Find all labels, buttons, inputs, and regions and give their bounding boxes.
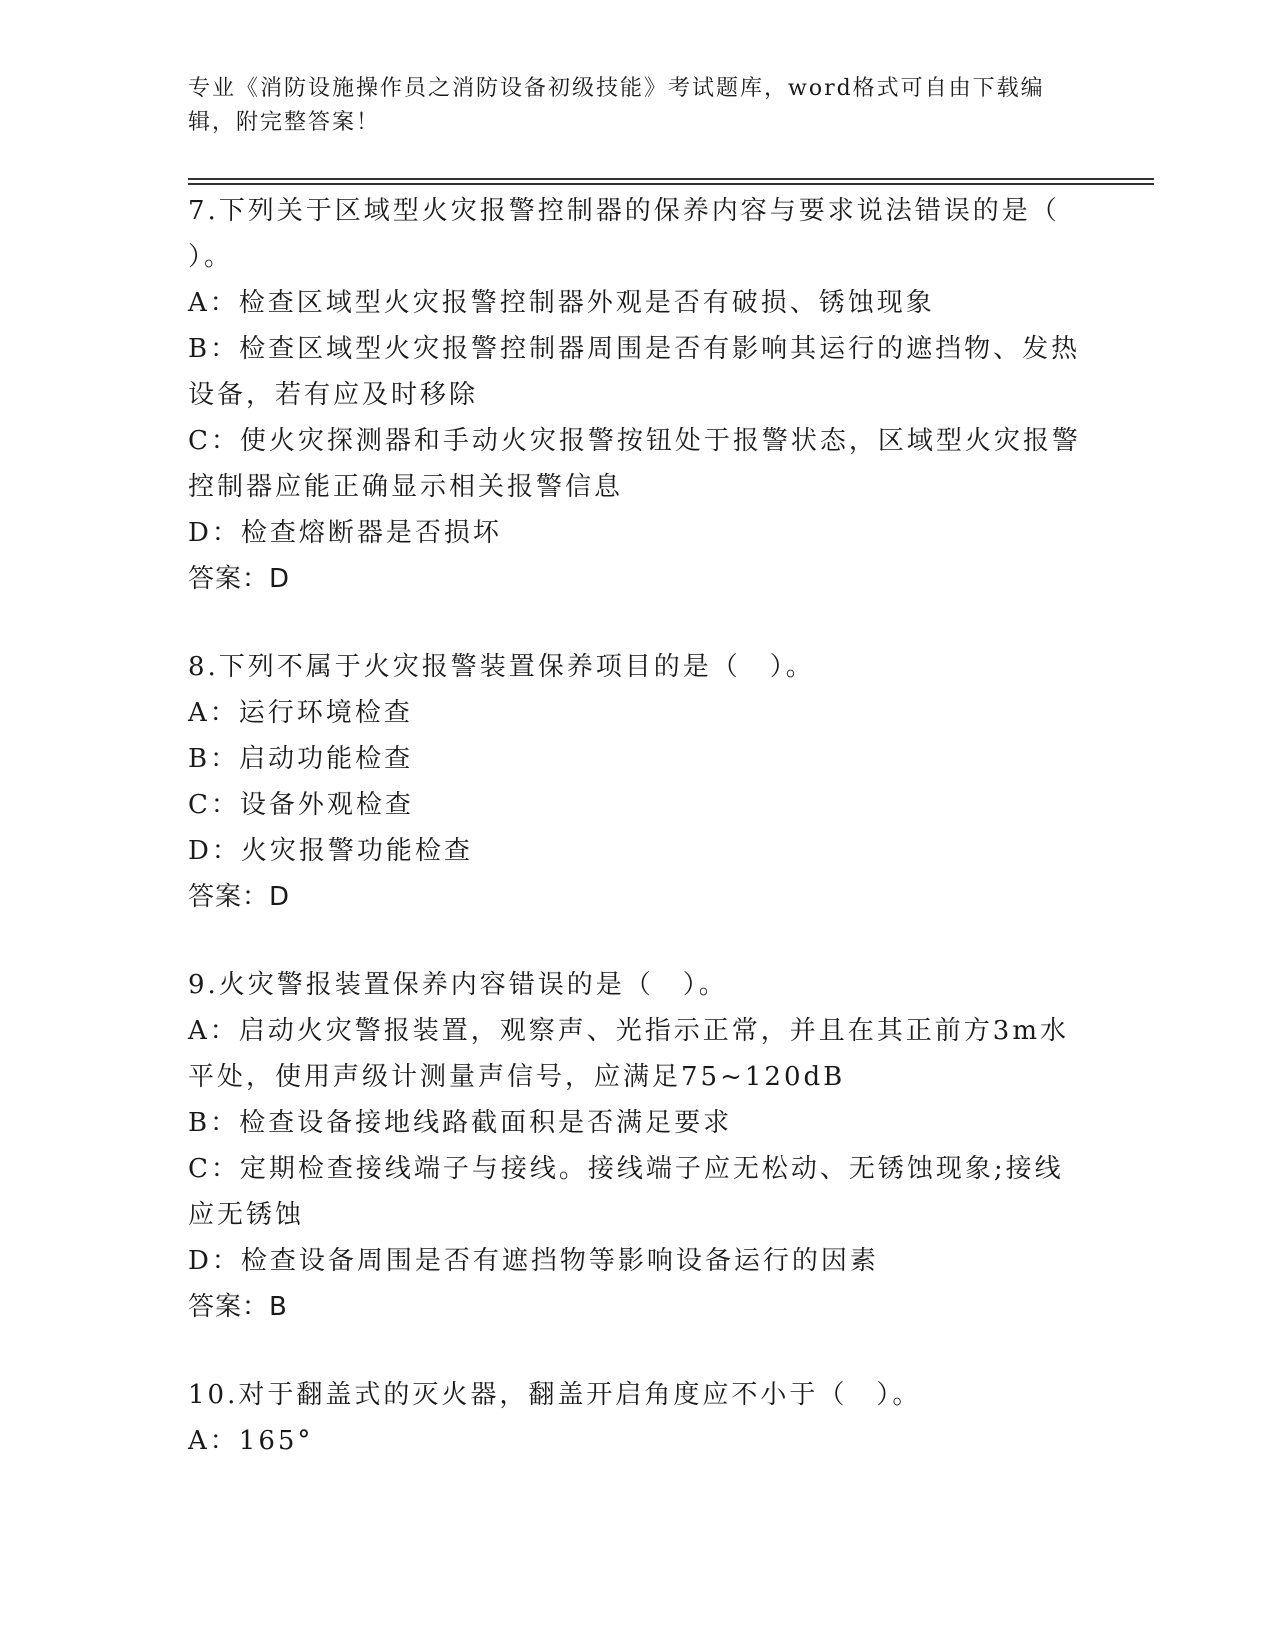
question-line: ）。	[188, 242, 234, 272]
option-a: A：检查区域型火灾报警控制器外观是否有破损、锈蚀现象	[188, 288, 935, 318]
option-b: B：检查区域型火灾报警控制器周围是否有影响其运行的遮挡物、发热	[188, 334, 1081, 364]
header-divider-top	[188, 178, 1154, 180]
document-header	[188, 72, 1068, 140]
option-a-continued: 平处，使用声级计测量声信号，应满足75~120dB	[188, 1062, 846, 1092]
option-a: A：165°	[188, 1426, 314, 1456]
option-b: B：启动功能检查	[188, 744, 414, 774]
question-9	[188, 962, 1088, 1330]
option-c: C：定期检查接线端子与接线。接线端子应无松动、无锈蚀现象;接线	[188, 1154, 1064, 1184]
option-b-continued: 设备，若有应及时移除	[188, 380, 479, 410]
question-line: 10.对于翻盖式的灭火器，翻盖开启角度应不小于（ ）。	[188, 1380, 922, 1410]
question-line: 9.火灾警报装置保养内容错误的是（ ）。	[188, 970, 728, 1000]
question-7	[188, 188, 1088, 602]
option-a: A：运行环境检查	[188, 698, 413, 728]
header-line-1: 专业《消防设施操作员之消防设备初级技能》考试题库，word格式可自由下载编	[188, 76, 1045, 101]
option-c: C：使火灾探测器和手动火灾报警按钮处于报警状态，区域型火灾报警	[188, 426, 1081, 456]
question-line: 7.下列关于区域型火灾报警控制器的保养内容与要求说法错误的是（	[188, 196, 1060, 226]
option-d: D：检查设备周围是否有遮挡物等影响设备运行的因素	[188, 1246, 879, 1276]
option-a: A：启动火灾警报装置，观察声、光指示正常，并且在其正前方3m水	[188, 1016, 1069, 1046]
option-d: D：检查熔断器是否损坏	[188, 518, 502, 548]
header-divider-bottom	[188, 183, 1154, 185]
answer-label: 答案：D	[188, 564, 291, 594]
question-8	[188, 644, 1088, 920]
answer-label: 答案：B	[188, 1292, 288, 1322]
option-c: C：设备外观检查	[188, 790, 414, 820]
question-line: 8.下列不属于火灾报警装置保养项目的是（ ）。	[188, 652, 815, 682]
answer-label: 答案：D	[188, 882, 291, 912]
option-d: D：火灾报警功能检查	[188, 836, 473, 866]
option-c-continued: 应无锈蚀	[188, 1200, 305, 1230]
option-c-continued: 控制器应能正确显示相关报警信息	[188, 472, 624, 502]
question-10	[188, 1372, 1088, 1464]
question-list	[188, 188, 1088, 1506]
header-line-2: 辑，附完整答案！	[188, 110, 381, 135]
option-b: B：检查设备接地线路截面积是否满足要求	[188, 1108, 733, 1138]
